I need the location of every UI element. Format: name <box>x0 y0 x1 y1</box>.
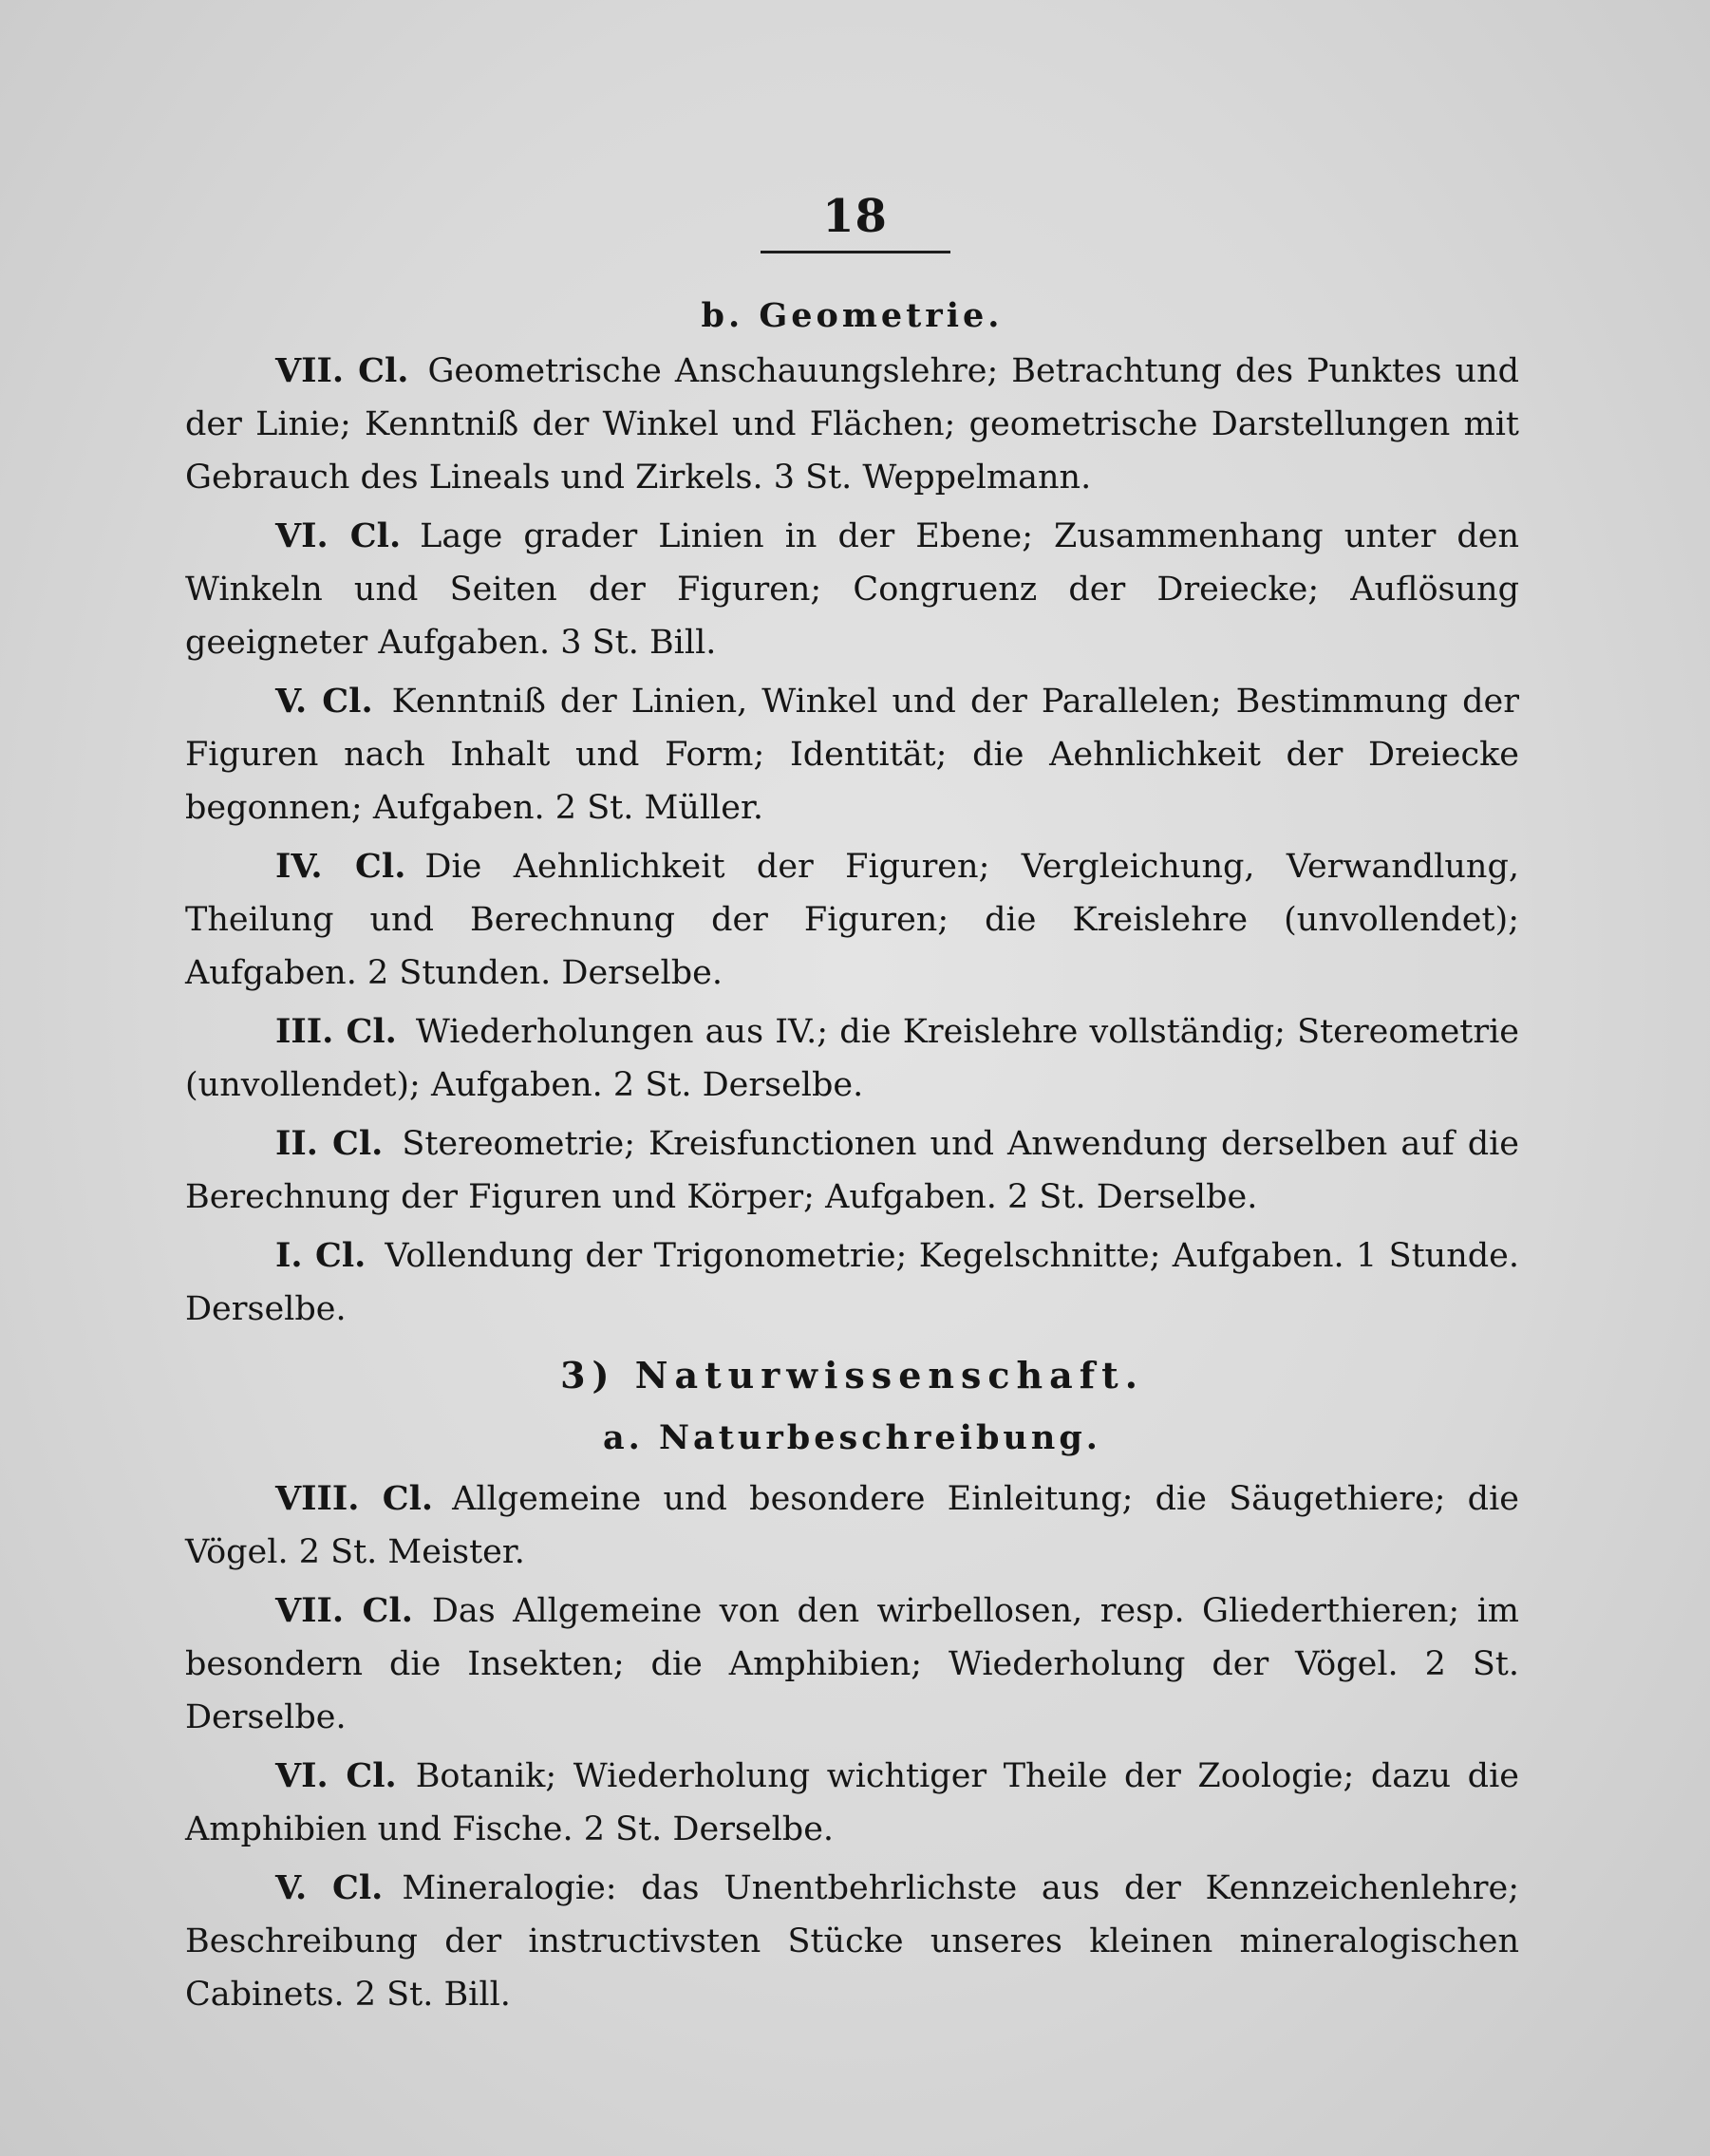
entry-text: Kenntniß der Linien, Winkel und der Parallelen; Bestimmung der Figuren nach Inhalt und Form; Identität; die Aehnlichkeit der Dreiecke begonnen; Aufgaben. 2 St. Müller. <box>185 683 1519 827</box>
entry-text: Wiederholungen aus IV.; die Kreislehre vollständig; Stereometrie (unvollendet); Aufgaben. 2 St. Derselbe. <box>185 1013 1519 1104</box>
science-heading: 3) Naturwissenschaft. <box>560 1354 1144 1397</box>
class-label: IV. Cl. <box>275 847 406 886</box>
entry-text: Das Allgemeine von den wirbellosen, resp. Gliederthieren; im besondern die Insekten; die Amphibien; Wiederholung der Vögel. 2 St. Derselbe. <box>185 1592 1519 1736</box>
science-entry-viii <box>185 1472 1519 1579</box>
page-header <box>0 190 1710 253</box>
entry-text: Botanik; Wiederholung wichtiger Theile der Zoologie; dazu die Amphibien und Fische. 2 St. Derselbe. <box>185 1757 1519 1848</box>
class-label: VI. Cl. <box>275 1756 397 1795</box>
class-label: VII. Cl. <box>275 351 409 390</box>
science-entry-vii <box>185 1584 1519 1744</box>
class-label: V. Cl. <box>275 682 373 721</box>
page-number: 18 <box>822 190 888 243</box>
class-label: VII. Cl. <box>275 1591 413 1630</box>
geometry-heading: b. Geometrie. <box>701 296 1004 335</box>
class-label: VIII. Cl. <box>275 1479 434 1518</box>
entry-text: Mineralogie: das Unentbehrlichste aus der Kennzeichenlehre; Beschreibung der instructivsten Stücke unseres kleinen mineralogischen Cabinets. 2 St. Bill. <box>185 1869 1519 2014</box>
geometry-entry-i <box>185 1229 1519 1336</box>
entry-text: Allgemeine und besondere Einleitung; die Säugethiere; die Vögel. 2 St. Meister. <box>185 1480 1519 1571</box>
class-label: II. Cl. <box>275 1124 384 1163</box>
geometry-entry-v <box>185 675 1519 834</box>
geometry-entry-vi <box>185 510 1519 669</box>
entry-text: Stereometrie; Kreisfunctionen und Anwendung derselben auf die Berechnung der Figuren und Körper; Aufgaben. 2 St. Derselbe. <box>185 1125 1519 1216</box>
natural-description-heading: a. Naturbeschreibung. <box>602 1418 1101 1457</box>
entry-text: Lage grader Linien in der Ebene; Zusammenhang unter den Winkeln und Seiten der Figuren; Congruenz der Dreiecke; Auflösung geeigneter Aufgaben. 3 St. Bill. <box>185 517 1519 662</box>
class-label: I. Cl. <box>275 1236 366 1275</box>
entry-text: Die Aehnlichkeit der Figuren; Vergleichung, Verwandlung, Theilung und Berechnung der Figuren; die Kreislehre (unvollendet); Aufgaben. 2 Stunden. Derselbe. <box>185 848 1519 992</box>
geometry-entry-vii <box>185 345 1519 504</box>
class-label: V. Cl. <box>275 1868 384 1907</box>
geometry-entry-ii <box>185 1117 1519 1224</box>
geometry-entry-iv <box>185 840 1519 1000</box>
geometry-entry-iii <box>185 1005 1519 1112</box>
entry-text: Vollendung der Trigonometrie; Kegelschnitte; Aufgaben. 1 Stunde. Derselbe. <box>185 1237 1519 1328</box>
entry-text: Geometrische Anschauungslehre; Betrachtung des Punktes und der Linie; Kenntniß der Winkel und Flächen; geometrische Darstellungen mit Gebrauch des Lineals und Zirkels. 3 St. Weppelmann. <box>185 352 1520 497</box>
science-entry-v <box>185 1862 1519 2021</box>
class-label: III. Cl. <box>275 1012 397 1051</box>
science-entry-vi <box>185 1750 1519 1856</box>
header-rule <box>761 251 950 253</box>
page-content <box>185 290 1519 2027</box>
class-label: VI. Cl. <box>275 516 402 555</box>
